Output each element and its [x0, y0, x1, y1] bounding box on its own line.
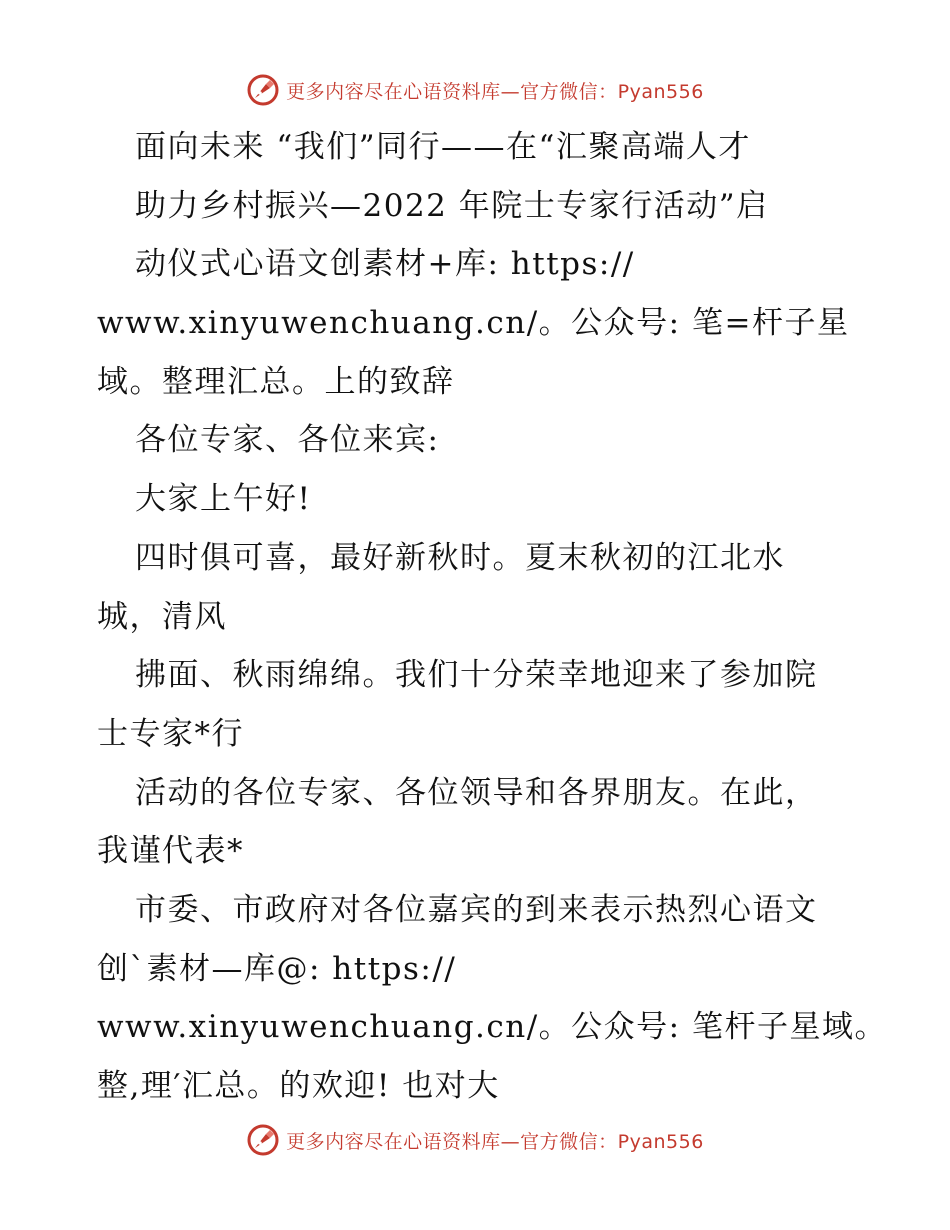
header-watermark-banner: [0, 70, 950, 110]
text-line: 市委、市政府对各位嘉宾的到来表示热烈心语文: [135, 891, 818, 928]
banner-wechat-id: Pyan556: [617, 1130, 704, 1153]
text-line: www.xinyuwenchuang.cn/。公众号: 笔=杆子星: [97, 305, 850, 342]
text-line: 拂面、秋雨绵绵。我们十分荣幸地迎来了参加院: [135, 657, 818, 694]
text-line: 我谨代表*: [97, 833, 244, 870]
footer-watermark-banner: [0, 1120, 950, 1160]
pen-nib-logo-icon: [246, 1123, 280, 1157]
text-line: 各位专家、各位来宾:: [135, 422, 440, 459]
text-line: 整,理′汇总。的欢迎! 也对大: [97, 1068, 500, 1104]
text-line: www.xinyuwenchuang.cn/。公众号: 笔杆子星域。: [97, 1009, 887, 1046]
text-line: 动仪式心语文创素材+库: https://: [135, 246, 635, 283]
text-line: 士专家*行: [97, 715, 244, 752]
text-line: 面向未来 “我们”同行——在“汇聚高端人才: [135, 129, 751, 165]
document-body: [97, 118, 887, 1116]
banner-text: [286, 77, 704, 104]
text-line: 域。整理汇总。上的致辞: [97, 363, 455, 400]
pen-nib-logo-icon: [246, 73, 280, 107]
text-line: 大家上午好!: [135, 481, 312, 518]
text-line: 活动的各位专家、各位领导和各界朋友。在此，: [135, 774, 818, 811]
banner-slogan: 更多内容尽在心语资料库—官方微信：: [286, 80, 618, 103]
banner-wechat-id: Pyan556: [617, 80, 704, 103]
text-line: 四时俱可喜，最好新秋时。夏末秋初的江北水: [135, 539, 785, 576]
text-line: 城，清风: [97, 598, 227, 635]
banner-text: [286, 1127, 704, 1154]
banner-slogan: 更多内容尽在心语资料库—官方微信：: [286, 1130, 618, 1153]
text-line: 助力乡村振兴—2022 年院士专家行活动”启: [135, 187, 769, 224]
text-line: 创`素材—库@: https://: [97, 950, 457, 987]
